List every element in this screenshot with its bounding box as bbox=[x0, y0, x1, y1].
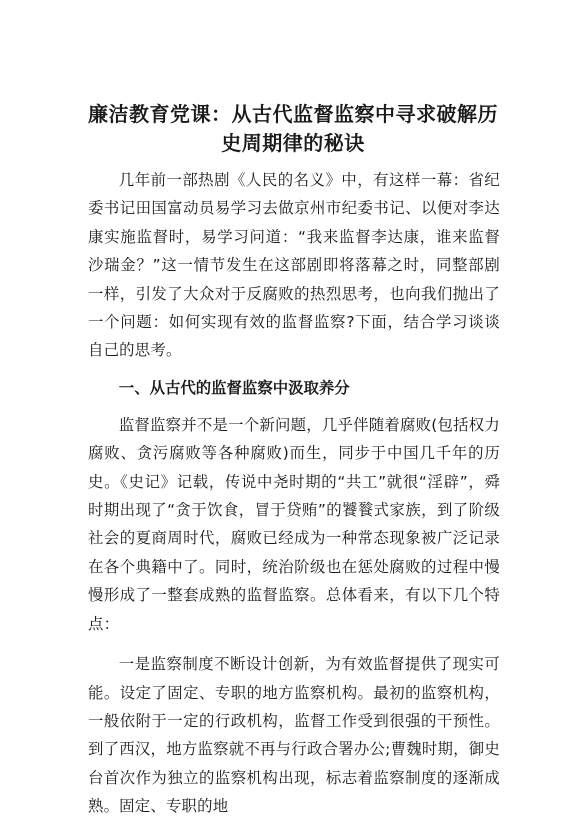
paragraph-feature-one: 一是监察制度不断设计创新，为有效监督提供了现实可能。设定了固定、专职的地方监察机构。最初的监察机构，一般依附于一定的行政机构，监督工作受到很强的干预性。到了西汉，地方监察就不再与行政合署办公;曹魏时期，御史台首次作为独立的监察机构出现，标志着监察制度的逐渐成熟。固定、专职的地 bbox=[88, 655, 500, 816]
section-heading: 一、从古代的监督监察中汲取养分 bbox=[118, 378, 350, 397]
document-body bbox=[88, 166, 500, 821]
paragraph-intro: 几年前一部热剧《人民的名义》中，有这样一幕：省纪委书记田国富动员易学习去做京州市纪委书记、以便对李达康实施监督时，易学习问道：“我来监督李达康，谁来监督沙瑞金？”这一情节发生在这部剧即将落幕之时，同整部剧一样，引发了大众对于反腐败的热烈思考，也向我们抛出了一个问题：如何实现有效的监督监察?下面，结合学习谈谈自己的思考。 bbox=[88, 171, 500, 360]
document-title: 廉洁教育党课：从古代监督监察中寻求破解历史周期律的秘诀 bbox=[88, 102, 498, 155]
paragraph-history: 监督监察并不是一个新问题，几乎伴随着腐败(包括权力腐败、贪污腐败等各种腐败)而生，同步于中国几千年的历史。《史记》记载，传说中尧时期的“共工”就很“淫辟”，舜时期出现了“贪于饮食，冒于贷贿”的饕餮式家族，到了阶级社会的夏商周时代，腐败已经成为一种常态现象被广泛记录在各个典籍中了。同时，统治阶级也在惩处腐败的过程中慢慢形成了一整套成熟的监督监察。总体看来，有以下几个特点： bbox=[88, 415, 500, 633]
